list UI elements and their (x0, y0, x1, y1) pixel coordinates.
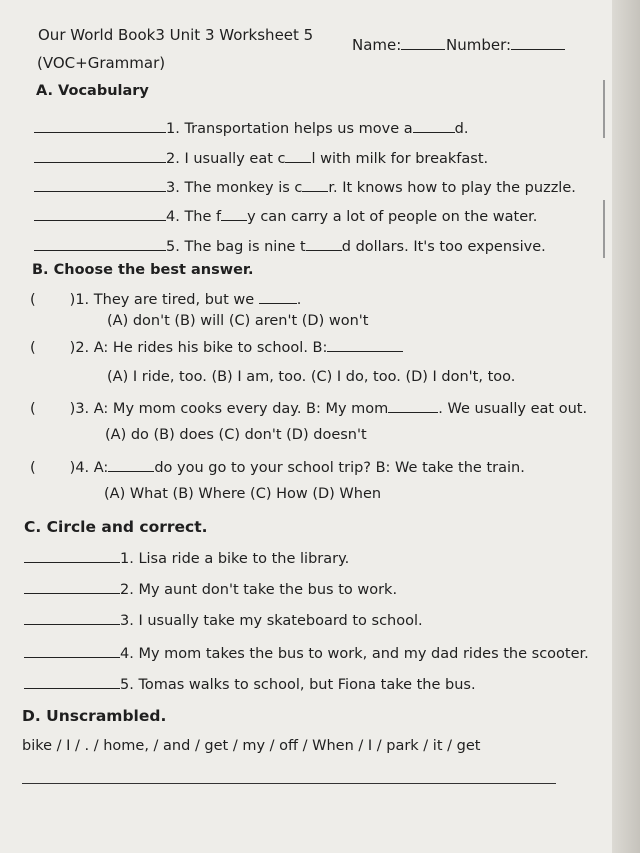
vocab-item-1: 1. Transportation helps us move a d. (34, 118, 468, 137)
answer-blank[interactable] (24, 548, 120, 563)
fill-blank[interactable] (413, 118, 455, 133)
page-edge (612, 0, 640, 853)
fill-blank[interactable] (285, 148, 311, 163)
vocab-item-2: 2. I usually eat c l with milk for breakfast. (34, 148, 488, 167)
correct-item-5: 5. Tomas walks to school, but Fiona take the bus. (24, 674, 476, 693)
section-a-heading: A. Vocabulary (36, 83, 149, 99)
section-b-heading: B. Choose the best answer. (32, 262, 254, 278)
fill-blank[interactable] (327, 337, 403, 352)
name-field (352, 35, 445, 54)
mc-options-1: (A) don't (B) will (C) aren't (D) won't (107, 313, 369, 329)
name-label: Name: (352, 36, 402, 54)
answer-paren[interactable]: ( (30, 340, 36, 356)
fill-blank[interactable] (302, 177, 328, 192)
answer-blank[interactable] (34, 148, 166, 163)
fill-blank[interactable] (388, 398, 438, 413)
mc-question-4: ( )4. A: do you go to your school trip? B: We take the train. (30, 457, 525, 476)
correct-item-3: 3. I usually take my skateboard to school. (24, 610, 423, 629)
unscramble-answer-line[interactable] (22, 783, 556, 784)
vocab-item-3: 3. The monkey is c r. It knows how to play the puzzle. (34, 177, 576, 196)
worksheet-title: Our World Book3 Unit 3 Worksheet 5 (38, 26, 314, 44)
answer-blank[interactable] (24, 610, 120, 625)
binder-mark (603, 80, 605, 138)
fill-blank[interactable] (306, 236, 342, 251)
answer-blank[interactable] (34, 177, 166, 192)
fill-blank[interactable] (108, 457, 154, 472)
answer-blank[interactable] (34, 236, 166, 251)
answer-blank[interactable] (24, 579, 120, 594)
section-d-heading: D. Unscrambled. (22, 707, 167, 725)
number-field (446, 35, 565, 54)
name-blank[interactable] (401, 35, 445, 50)
fill-blank[interactable] (221, 206, 247, 221)
mc-options-2: (A) I ride, too. (B) I am, too. (C) I do, too. (D) I don't, too. (107, 369, 516, 385)
answer-blank[interactable] (24, 643, 120, 658)
mc-question-1: ( )1. They are tired, but we . (30, 289, 301, 308)
fill-blank[interactable] (259, 289, 297, 304)
correct-item-2: 2. My aunt don't take the bus to work. (24, 579, 397, 598)
scrambled-words: bike / I / . / home, / and / get / my / off / When / I / park / it / get (22, 738, 481, 754)
answer-blank[interactable] (24, 674, 120, 689)
correct-item-4: 4. My mom takes the bus to work, and my dad rides the scooter. (24, 643, 589, 662)
answer-blank[interactable] (34, 206, 166, 221)
number-blank[interactable] (511, 35, 565, 50)
mc-options-4: (A) What (B) Where (C) How (D) When (104, 486, 382, 502)
number-label: Number: (446, 36, 512, 54)
vocab-item-4: 4. The f y can carry a lot of people on the water. (34, 206, 537, 225)
worksheet-subtitle: (VOC+Grammar) (37, 54, 166, 72)
section-c-heading: C. Circle and correct. (24, 518, 208, 536)
answer-blank[interactable] (34, 118, 166, 133)
binder-mark (603, 200, 605, 258)
answer-paren[interactable]: ( (30, 292, 36, 308)
vocab-item-5: 5. The bag is nine t d dollars. It's too expensive. (34, 236, 546, 255)
answer-paren[interactable]: ( (30, 460, 36, 476)
mc-question-2: ( )2. A: He rides his bike to school. B: (30, 337, 403, 356)
correct-item-1: 1. Lisa ride a bike to the library. (24, 548, 349, 567)
mc-options-3: (A) do (B) does (C) don't (D) doesn't (105, 427, 367, 443)
answer-paren[interactable]: ( (30, 401, 36, 417)
mc-question-3: ( )3. A: My mom cooks every day. B: My mom . We usually eat out. (30, 398, 587, 417)
